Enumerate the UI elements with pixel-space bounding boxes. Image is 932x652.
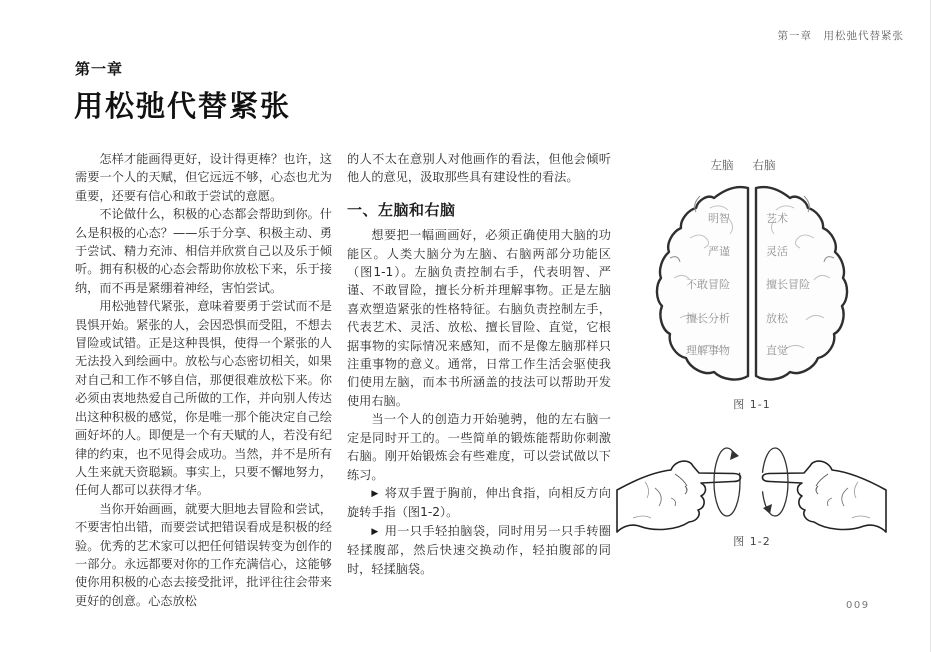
trait-label: 直觉 — [766, 344, 788, 357]
chapter-title: 用松弛代替紧张 — [74, 89, 292, 123]
bullet-text: 将双手置于胸前，伸出食指，向相反方向旋转手指（图1-2）。 — [347, 485, 611, 520]
trait-label: 理解事物 — [686, 344, 730, 357]
figure-1-2-caption: 图 1-2 — [733, 535, 771, 548]
bullet-item — [347, 484, 611, 522]
brain-illustration — [640, 148, 930, 393]
figure-brain-diagram — [640, 148, 930, 426]
figure-finger-exercise — [615, 440, 930, 552]
paragraph: 不论做什么，积极的心态都会帮助到你。什么是积极的心态？——乐于分享、积极主动、勇于尝试、精力充沛、相信并欣赏自己以及乐于倾听。拥有积极的心态会帮助你放松下来，乐于接纳，而不再是紧绷着神经，害怕尝试。 — [75, 207, 332, 295]
paragraph-continuation: 的人不太在意别人对他画作的看法，但他会倾听他人的意见，汲取那些具有建设性的看法。 — [347, 152, 611, 185]
hand-pointing-left-icon — [762, 461, 886, 532]
left-text-column — [75, 150, 332, 610]
left-brain-label: 左脑 — [710, 158, 734, 172]
paragraph: 当一个人的创造力开始驰骋，他的左右脑一定是同时开工的。一些简单的锻炼能帮助你刺激右脑。刚开始锻炼会有些难度，可以尝试做以下练习。 — [347, 412, 611, 482]
hand-pointing-right-icon — [617, 461, 741, 532]
section-heading: 一、左脑和右脑 — [347, 200, 456, 219]
trait-label: 不敢冒险 — [686, 278, 730, 291]
bullet-arrow-icon: ▶ — [371, 488, 379, 499]
paragraph: 怎样才能画得更好，设计得更棒？也许，这需要一个人的天赋，但它远远不够，心态也尤为重要，还要有信心和敢于尝试的意愿。 — [75, 152, 332, 203]
chapter-label: 第一章 — [75, 60, 124, 78]
trait-label: 灵活 — [766, 245, 788, 258]
trait-label: 艺术 — [766, 212, 788, 225]
right-brain-label: 右脑 — [752, 158, 776, 172]
bullet-item — [347, 522, 611, 578]
bullet-arrow-icon: ▶ — [371, 526, 379, 537]
running-head: 第一章 用松弛代替紧张 — [777, 30, 904, 42]
trait-label: 严谨 — [708, 245, 730, 258]
page-number: 009 — [846, 600, 870, 611]
paragraph: 用松弛替代紧张，意味着要勇于尝试而不是畏惧开始。紧张的人，会因恐惧而受阻，不想去冒险或试错。正是这种畏惧，使得一个紧张的人无法投入到绘画中。放松与心态密切相关，如果对自己和工作不够自信，那便很难放松下来。你必须由衷地热爱自己所做的工作，并向别人传达出这种积极的感觉，你是唯一那个能决定自己绘画好坏的人。即便是一个有天赋的人，若没有纪律的约束，也不见得会成功。当然，并不是所有人生来就天资聪颖。事实上，只要不懈地努力，任何人都可以获得才华。 — [75, 299, 332, 498]
trait-label: 擅长冒险 — [766, 278, 810, 291]
middle-text-column — [347, 150, 611, 578]
paragraph: 当你开始画画，就要大胆地去冒险和尝试，不要害怕出错，而要尝试把错误看成是积极的经验。优秀的艺术家可以把任何错误转变为创作的一部分。永远都要对你的工作充满信心，这能够使你用积极的心态去接受批评，批评往往会带来更好的创意。心态放松 — [75, 501, 332, 608]
trait-label: 放松 — [766, 312, 788, 325]
trait-label: 明智 — [708, 212, 730, 225]
figure-1-1-caption: 图 1-1 — [733, 398, 771, 411]
page-edge-divider — [930, 0, 931, 652]
hands-illustration — [615, 440, 930, 540]
bullet-text: 用一只手轻拍脑袋，同时用另一只手转圈轻揉腹部，然后快速交换动作，轻拍腹部的同时，轻揉脑袋。 — [347, 523, 611, 576]
paragraph: 想要把一幅画画好，必须正确使用大脑的功能区。人类大脑分为左脑、右脑两部分功能区（图1-1）。左脑负责控制右手，代表明智、严谨、不敢冒险，擅长分析并理解事物。正是左脑喜欢塑造紧张的性格特征。右脑负责控制左手，代表艺术、灵活、放松、擅长冒险、直觉，它根据事物的实际情况来感知，而不是像左脑那样只注重事物的意义。通常，日常工作生活会驱使我们使用左脑，而本书所涵盖的技法可以帮助开发使用右脑。 — [347, 228, 611, 408]
trait-label: 擅长分析 — [686, 312, 730, 325]
